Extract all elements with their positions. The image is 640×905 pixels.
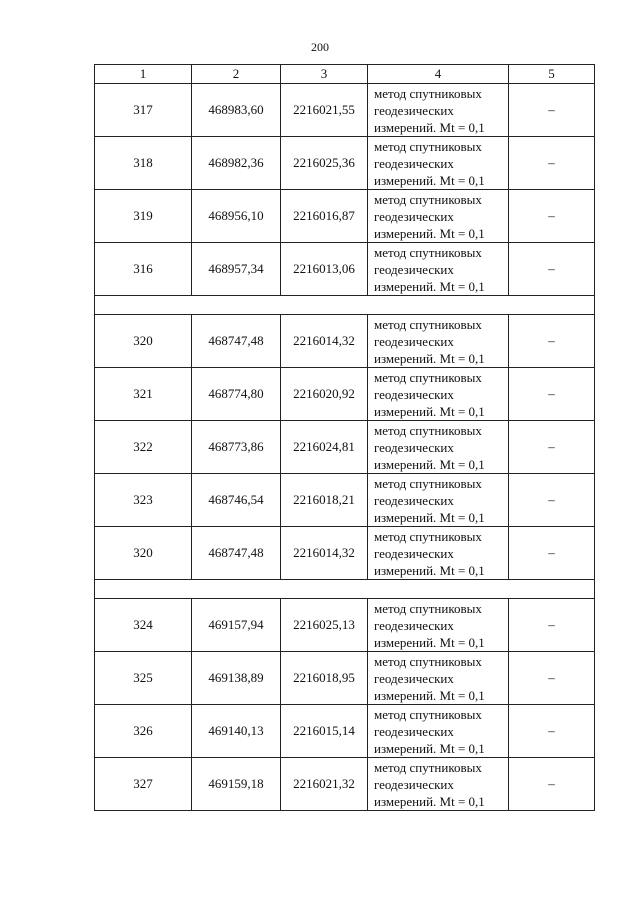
x-coordinate-cell: 469157,94 (192, 599, 281, 652)
method-text-line: измерений. Mt = 0,1 (374, 225, 485, 241)
y-coordinate-cell: 2216014,32 (281, 315, 368, 368)
method-text-line: измерений. Mt = 0,1 (374, 562, 485, 578)
y-coordinate-cell: 2216021,55 (281, 84, 368, 137)
x-coordinate-cell: 468773,86 (192, 421, 281, 474)
method-cell (368, 243, 509, 296)
page-number: 200 (311, 40, 329, 54)
table-row (95, 599, 595, 652)
point-number-cell: 320 (95, 527, 192, 580)
y-coordinate-cell: 2216015,14 (281, 705, 368, 758)
method-text-line: метод спутниковых (374, 244, 482, 260)
group-separator-cell (95, 296, 595, 315)
method-text-line: измерений. Mt = 0,1 (374, 456, 485, 472)
table-row (95, 137, 595, 190)
method-text-line: геодезических (374, 617, 454, 633)
x-coordinate-cell: 469159,18 (192, 758, 281, 811)
method-text-line: геодезических (374, 208, 454, 224)
method-cell (368, 758, 509, 811)
method-text-line: метод спутниковых (374, 475, 482, 491)
header-col-4: 4 (368, 65, 509, 84)
group-separator-cell (95, 580, 595, 599)
header-col-5: 5 (509, 65, 595, 84)
method-text-line: метод спутниковых (374, 191, 482, 207)
notes-cell: – (509, 599, 595, 652)
table-row (95, 652, 595, 705)
point-number-cell: 321 (95, 368, 192, 421)
method-cell (368, 84, 509, 137)
method-text-line: геодезических (374, 102, 454, 118)
method-text-line: измерений. Mt = 0,1 (374, 403, 485, 419)
table-row (95, 527, 595, 580)
point-number-cell: 326 (95, 705, 192, 758)
method-text-line: метод спутниковых (374, 369, 482, 385)
method-text-line: геодезических (374, 545, 454, 561)
notes-cell: – (509, 474, 595, 527)
point-number-cell: 325 (95, 652, 192, 705)
notes-cell: – (509, 758, 595, 811)
method-cell (368, 652, 509, 705)
notes-cell: – (509, 705, 595, 758)
x-coordinate-cell: 468747,48 (192, 315, 281, 368)
table-row (95, 705, 595, 758)
method-text-line: геодезических (374, 155, 454, 171)
header-col-3: 3 (281, 65, 368, 84)
method-text-line: метод спутниковых (374, 706, 482, 722)
notes-cell: – (509, 652, 595, 705)
y-coordinate-cell: 2216018,95 (281, 652, 368, 705)
table-row (95, 315, 595, 368)
notes-cell: – (509, 84, 595, 137)
y-coordinate-cell: 2216020,92 (281, 368, 368, 421)
notes-cell: – (509, 137, 595, 190)
header-col-2: 2 (192, 65, 281, 84)
y-coordinate-cell: 2216016,87 (281, 190, 368, 243)
point-number-cell: 320 (95, 315, 192, 368)
x-coordinate-cell: 468957,34 (192, 243, 281, 296)
method-cell (368, 705, 509, 758)
method-text-line: метод спутниковых (374, 528, 482, 544)
method-text-line: геодезических (374, 492, 454, 508)
point-number-cell: 319 (95, 190, 192, 243)
x-coordinate-cell: 468747,48 (192, 527, 281, 580)
method-text-line: метод спутниковых (374, 422, 482, 438)
method-cell (368, 190, 509, 243)
table-row (95, 368, 595, 421)
method-text-line: геодезических (374, 670, 454, 686)
notes-cell: – (509, 368, 595, 421)
x-coordinate-cell: 469138,89 (192, 652, 281, 705)
point-number-cell: 318 (95, 137, 192, 190)
method-text-line: измерений. Mt = 0,1 (374, 740, 485, 756)
header-col-1: 1 (95, 65, 192, 84)
table-row (95, 474, 595, 527)
table-row (95, 84, 595, 137)
method-cell (368, 527, 509, 580)
notes-cell: – (509, 315, 595, 368)
notes-cell: – (509, 421, 595, 474)
method-text-line: измерений. Mt = 0,1 (374, 509, 485, 525)
y-coordinate-cell: 2216025,36 (281, 137, 368, 190)
method-text-line: метод спутниковых (374, 85, 482, 101)
y-coordinate-cell: 2216025,13 (281, 599, 368, 652)
method-text-line: метод спутниковых (374, 759, 482, 775)
header-row (95, 65, 595, 84)
method-cell (368, 137, 509, 190)
method-text-line: измерений. Mt = 0,1 (374, 119, 485, 135)
x-coordinate-cell: 468982,36 (192, 137, 281, 190)
y-coordinate-cell: 2216021,32 (281, 758, 368, 811)
coordinates-table-body (95, 65, 595, 811)
x-coordinate-cell: 469140,13 (192, 705, 281, 758)
method-text-line: метод спутниковых (374, 600, 482, 616)
notes-cell: – (509, 527, 595, 580)
method-cell (368, 315, 509, 368)
group-separator-row (95, 580, 595, 599)
y-coordinate-cell: 2216024,81 (281, 421, 368, 474)
x-coordinate-cell: 468746,54 (192, 474, 281, 527)
method-text-line: измерений. Mt = 0,1 (374, 350, 485, 366)
method-text-line: геодезических (374, 439, 454, 455)
method-cell (368, 421, 509, 474)
point-number-cell: 316 (95, 243, 192, 296)
y-coordinate-cell: 2216013,06 (281, 243, 368, 296)
method-text-line: геодезических (374, 386, 454, 402)
method-text-line: измерений. Mt = 0,1 (374, 634, 485, 650)
y-coordinate-cell: 2216018,21 (281, 474, 368, 527)
method-text-line: геодезических (374, 723, 454, 739)
method-cell (368, 599, 509, 652)
notes-cell: – (509, 243, 595, 296)
table-row (95, 758, 595, 811)
point-number-cell: 322 (95, 421, 192, 474)
x-coordinate-cell: 468956,10 (192, 190, 281, 243)
method-text-line: измерений. Mt = 0,1 (374, 278, 485, 294)
notes-cell: – (509, 190, 595, 243)
table-row (95, 190, 595, 243)
method-text-line: измерений. Mt = 0,1 (374, 793, 485, 809)
method-text-line: геодезических (374, 261, 454, 277)
point-number-cell: 324 (95, 599, 192, 652)
method-text-line: геодезических (374, 776, 454, 792)
point-number-cell: 323 (95, 474, 192, 527)
method-text-line: геодезических (374, 333, 454, 349)
table-row (95, 243, 595, 296)
method-text-line: метод спутниковых (374, 653, 482, 669)
point-number-cell: 327 (95, 758, 192, 811)
method-cell (368, 474, 509, 527)
point-number-cell: 317 (95, 84, 192, 137)
x-coordinate-cell: 468774,80 (192, 368, 281, 421)
method-text-line: измерений. Mt = 0,1 (374, 687, 485, 703)
table-row (95, 421, 595, 474)
method-cell (368, 368, 509, 421)
method-text-line: метод спутниковых (374, 316, 482, 332)
method-text-line: метод спутниковых (374, 138, 482, 154)
x-coordinate-cell: 468983,60 (192, 84, 281, 137)
method-text-line: измерений. Mt = 0,1 (374, 172, 485, 188)
y-coordinate-cell: 2216014,32 (281, 527, 368, 580)
group-separator-row (95, 296, 595, 315)
coordinates-table (94, 64, 595, 811)
